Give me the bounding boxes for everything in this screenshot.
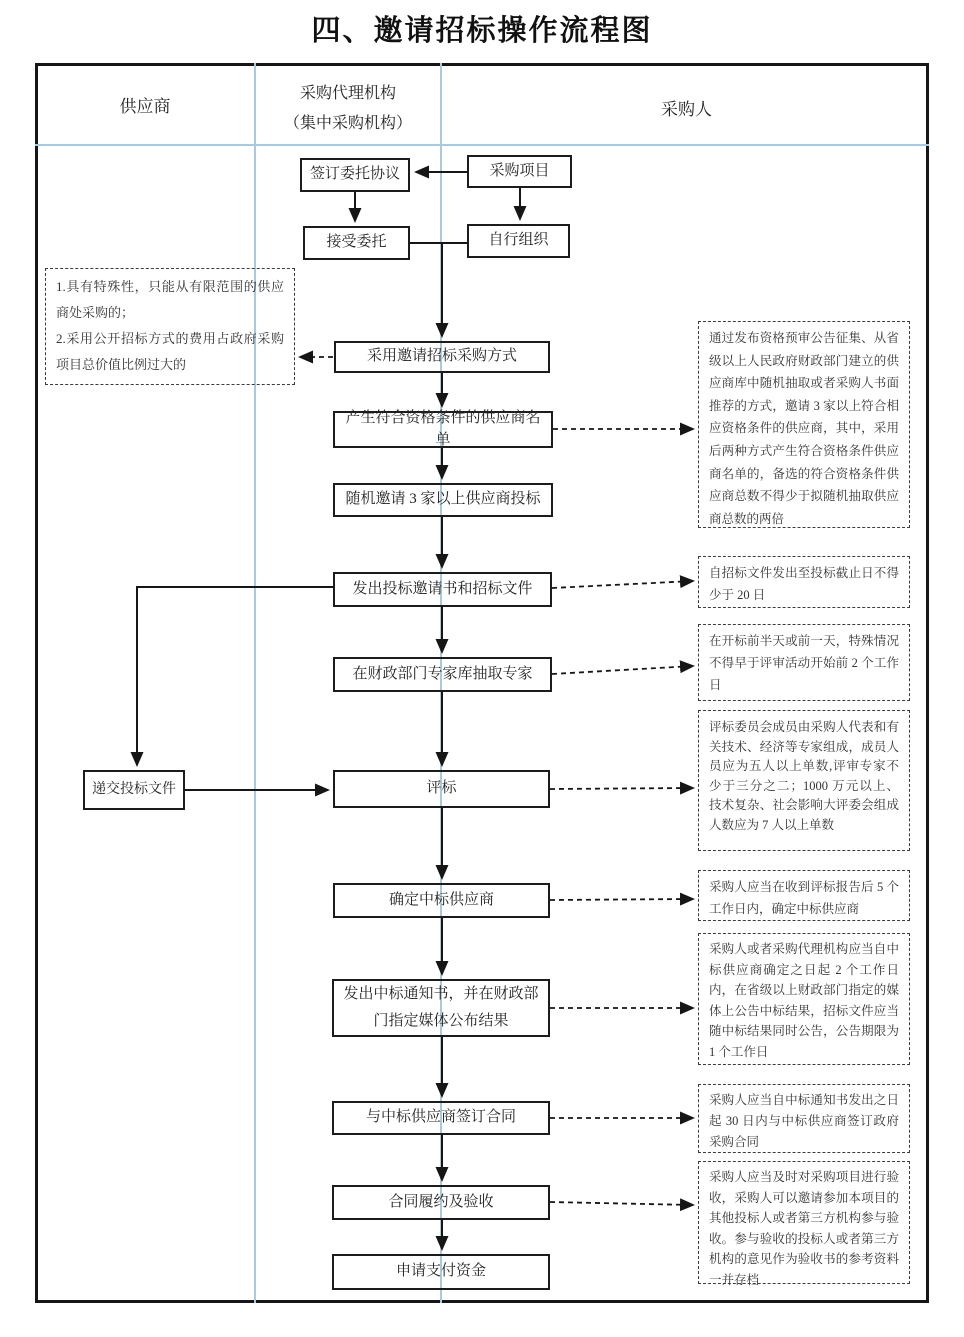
note-deadline-20-days: 自招标文件发出至投标截止日不得少于 20 日 <box>698 556 910 608</box>
lane-header-supplier: 供应商 <box>119 97 171 116</box>
step-evaluate: 评标 <box>333 770 550 808</box>
header-divider <box>35 144 929 146</box>
lane-header-purchaser: 采购人 <box>661 100 712 119</box>
step-sign-contract: 与中标供应商签订合同 <box>332 1101 550 1135</box>
note-qualification: 通过发布资格预审公告征集、从省级以上人民政府财政部门建立的供应商库中随机抽取或者采购人书面推荐的方式，邀请 3 家以上符合相应资格条件的供应商，其中，采用后两种方式产生符合资格条件供应商名单的，备选的符合资格条件供应商总数不得少于拟随机抽取供应商总数的两倍 <box>698 321 910 528</box>
note-acceptance: 采购人应当及时对采购项目进行验收，采购人可以邀请参加本项目的其他投标人或者第三方机构参与验收。参与验收的投标人或者第三方机构的意见作为验收书的参考资料一并存档 <box>698 1161 910 1284</box>
note-contract-30-days: 采购人应当自中标通知书发出之日起 30 日内与中标供应商签订政府采购合同 <box>698 1084 910 1153</box>
step-sign-agreement: 签订委托协议 <box>300 158 410 192</box>
note-special-conditions <box>45 268 295 385</box>
lane-divider-1 <box>254 63 256 1303</box>
page-title: 四、邀请招标操作流程图 <box>311 15 653 47</box>
step-generate-list: 产生符合资格条件的供应商名单 <box>333 411 553 448</box>
step-draw-experts: 在财政部门专家库抽取专家 <box>333 657 552 692</box>
step-send-invitation: 发出投标邀请书和招标文件 <box>333 572 552 607</box>
note-evaluation-committee: 评标委员会成员由采购人代表和有关技术、经济等专家组成，成员人员应为五人以上单数,评审专家不少于三分之二；1000 万元以上、技术复杂、社会影响大评委会组成人数应为 7 人以上单数 <box>698 710 910 851</box>
step-submit-bid: 递交投标文件 <box>83 770 185 810</box>
note-confirm-5-days: 采购人应当在收到评标报告后 5 个工作日内，确定中标供应商 <box>698 870 910 921</box>
note-special-line1: 1.具有特殊性，只能从有限范围的供应商处采购的； <box>56 279 284 320</box>
lane-header-agency-line2: （集中采购机构） <box>283 115 412 132</box>
step-determine-winner: 确定中标供应商 <box>333 883 550 918</box>
step-apply-payment: 申请支付资金 <box>332 1254 550 1290</box>
note-special-line2: 2.采用公开招标方式的费用占政府采购项目总价值比例过大的 <box>56 331 284 372</box>
step-contract-acceptance: 合同履约及验收 <box>332 1185 550 1220</box>
note-announce-2-days: 采购人或者采购代理机构应当自中标供应商确定之日起 2 个工作日内，在省级以上财政部门指定的媒体上公告中标结果，招标文件应当随中标结果同时公告，公告期限为 1 个工作日 <box>698 933 910 1065</box>
step-procurement-project: 采购项目 <box>467 155 572 188</box>
step-issue-notice: 发出中标通知书，并在财政部门指定媒体公布结果 <box>332 979 550 1037</box>
lane-header-agency-line1: 采购代理机构 <box>299 85 396 102</box>
step-random-invite: 随机邀请 3 家以上供应商投标 <box>333 483 553 517</box>
note-expert-timing: 在开标前半天或前一天，特殊情况不得早于评审活动开始前 2 个工作日 <box>698 624 910 701</box>
step-self-organize: 自行组织 <box>467 224 570 258</box>
step-accept-entrustment: 接受委托 <box>303 226 410 260</box>
step-adopt-method: 采用邀请招标采购方式 <box>334 341 550 373</box>
